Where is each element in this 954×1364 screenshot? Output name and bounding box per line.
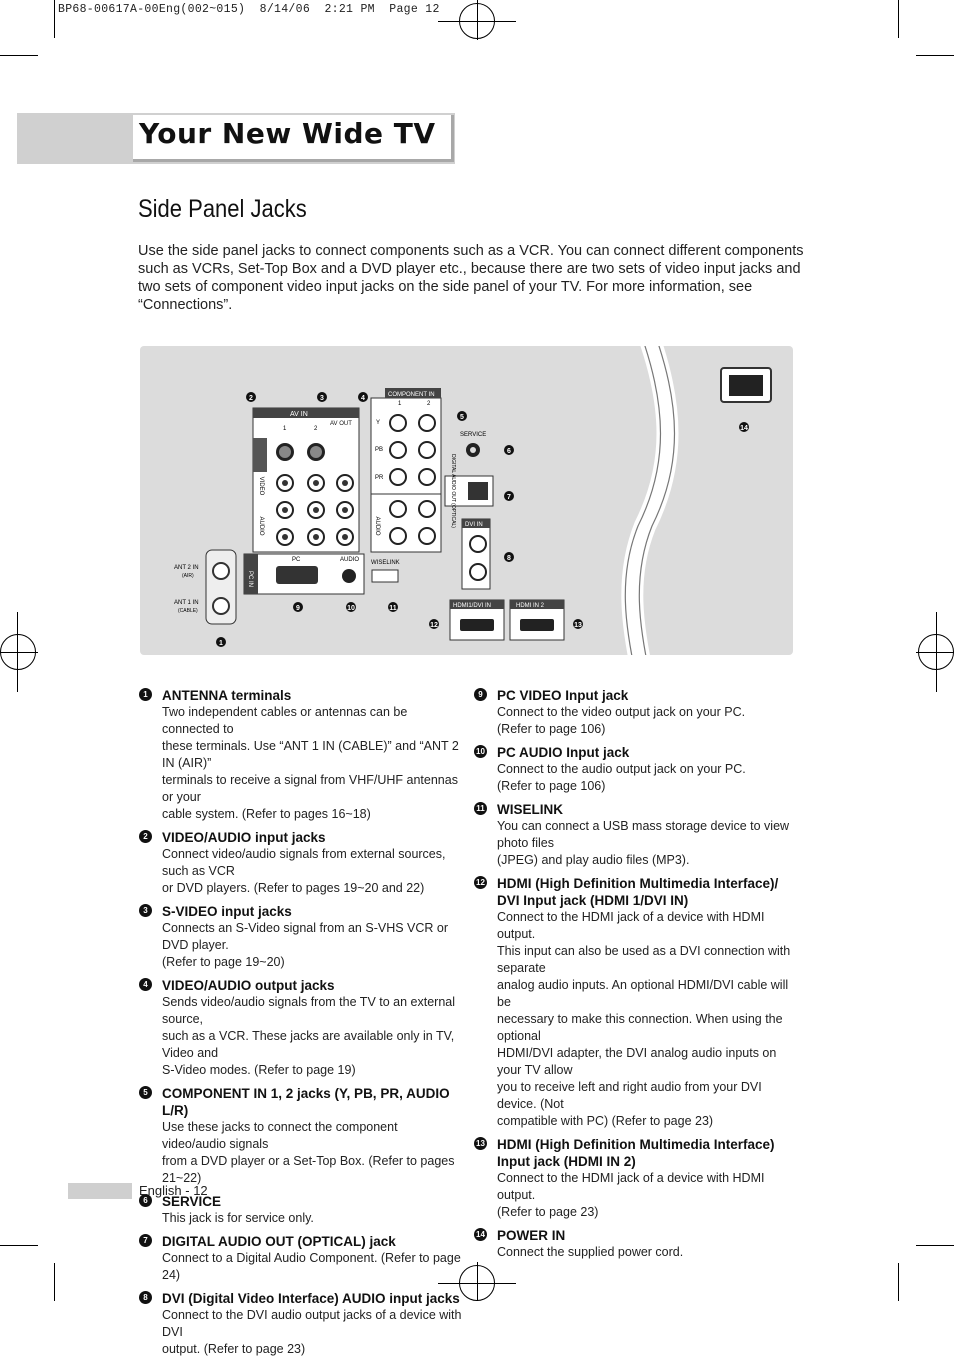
item-description: Use these jacks to connect the component video/audio signals from a DVD player or a Set-Top Box. (Refer to pages 21~22)	[162, 1120, 455, 1185]
list-item	[476, 801, 797, 869]
service-jack	[466, 443, 480, 457]
item-heading: VIDEO/AUDIO output jacks	[162, 978, 335, 993]
item-heading: COMPONENT IN 1, 2 jacks (Y, PB, PR, AUDIO L/R)	[162, 1086, 450, 1118]
item-description: Connect to the HDMI jack of a device with HDMI output. This input can also be used as a DVI connection with separate analog audio inputs. An optional HDMI/DVI cable will be necessary to make this connection. When using the optional HDMI/DVI adapter, the DVI analog audio inputs on your TV allow you to receive left and right audio from your DVI device. (Not compatible with PC) (Refer to page 23)	[497, 910, 791, 1128]
item-heading: POWER IN	[497, 1228, 566, 1243]
pc-label: PC	[292, 557, 301, 563]
item-heading: S-VIDEO input jacks	[162, 904, 292, 919]
svg-text:5: 5	[460, 414, 464, 421]
hdmi2-jack	[520, 619, 554, 631]
left-column	[143, 687, 462, 1364]
crop-mark	[898, 1263, 899, 1301]
svg-text:11: 11	[389, 605, 397, 612]
item-number: 1	[139, 688, 152, 701]
svg-text:12: 12	[430, 622, 438, 629]
av-out-label: AV OUT	[330, 421, 352, 427]
svg-text:2: 2	[249, 395, 253, 402]
hdmi2-label: HDMI IN 2	[516, 603, 545, 609]
item-heading: PC AUDIO Input jack	[497, 745, 630, 760]
item-heading: PC VIDEO Input jack	[497, 688, 629, 703]
item-number: 9	[474, 688, 487, 701]
item-description: You can connect a USB mass storage device to view photo files (JPEG) and play audio files (MP3).	[497, 819, 790, 867]
list-item	[476, 744, 797, 795]
component-in-label: COMPONENT IN	[388, 392, 435, 398]
item-heading: HDMI (High Definition Multimedia Interface)/ DVI Input jack (HDMI 1/DVI IN)	[497, 876, 779, 908]
item-description: Connect video/audio signals from external sources, such as VCR or DVD players. (Refer to pages 19~20 and 22)	[162, 847, 446, 895]
item-description: Connect to the video output jack on your PC. (Refer to page 106)	[497, 705, 746, 736]
comp-pb-label: PB	[375, 447, 384, 453]
item-description: Connects an S-Video signal from an S-VHS VCR or DVD player. (Refer to page 19~20)	[162, 921, 449, 969]
usb-jack	[372, 570, 398, 582]
pc-in-label: PC IN	[247, 571, 253, 588]
item-heading: VIDEO/AUDIO input jacks	[162, 830, 326, 845]
list-item	[143, 1193, 462, 1227]
comp-col-1: 1	[398, 401, 402, 407]
svg-text:9: 9	[296, 605, 300, 612]
item-number: 13	[474, 1137, 487, 1150]
item-number: 7	[139, 1234, 152, 1247]
item-number: 6	[139, 1194, 152, 1207]
registration-line	[477, 1262, 478, 1301]
registration-line	[477, 0, 478, 40]
video-label: VIDEO	[258, 476, 264, 496]
right-column	[476, 687, 797, 1267]
wiselink-label: WISELINK	[371, 560, 400, 566]
item-description: Connect to the HDMI jack of a device with HDMI output. (Refer to page 23)	[497, 1171, 765, 1219]
item-heading: ANTENNA terminals	[162, 688, 292, 703]
svg-text:6: 6	[507, 448, 511, 455]
item-number: 11	[474, 802, 487, 815]
optical-jack	[468, 482, 488, 500]
svg-text:7: 7	[507, 494, 511, 501]
item-number: 14	[474, 1228, 487, 1241]
pc-audio-label: AUDIO	[340, 557, 360, 563]
item-number: 10	[474, 745, 487, 758]
service-label: SERVICE	[460, 432, 487, 438]
list-item	[476, 875, 797, 1130]
item-number: 2	[139, 830, 152, 843]
item-description: Connect to a Digital Audio Component. (Refer to page 24)	[162, 1251, 461, 1282]
svg-text:14: 14	[740, 425, 748, 432]
optical-label: DIGITAL AUDIO OUT (OPTICAL)	[450, 454, 456, 528]
item-heading: WISELINK	[497, 802, 563, 817]
crop-mark	[54, 1263, 55, 1301]
item-description: This jack is for service only.	[162, 1211, 314, 1225]
item-description: Sends video/audio signals from the TV to an external source, such as a VCR. These jacks are available only in TV, Video and S-Video modes. (Refer to page 19)	[162, 995, 455, 1077]
ant2-label: ANT 2 IN	[174, 565, 199, 571]
crop-mark	[916, 55, 954, 56]
comp-col-2: 2	[427, 401, 431, 407]
item-heading: HDMI (High Definition Multimedia Interface) Input jack (HDMI IN 2)	[497, 1137, 775, 1169]
svg-text:4: 4	[361, 395, 365, 402]
list-item	[143, 1233, 462, 1284]
section-title: Side Panel Jacks	[138, 195, 307, 223]
av-col-1: 1	[283, 426, 287, 432]
crop-mark	[916, 1245, 954, 1246]
item-heading: SERVICE	[162, 1194, 222, 1209]
item-description: Connect the supplied power cord.	[497, 1245, 684, 1259]
list-item	[143, 1085, 462, 1187]
comp-audio-label: AUDIO	[374, 516, 380, 536]
item-number: 5	[139, 1086, 152, 1099]
list-item	[143, 1290, 462, 1358]
list-item	[476, 1227, 797, 1261]
av-col-2: 2	[314, 426, 318, 432]
list-item	[143, 687, 462, 823]
print-slug: BP68-00617A-00Eng(002~015) 8/14/06 2:21 PM Page 12	[58, 3, 440, 16]
item-description: Connect to the audio output jack on your PC. (Refer to page 106)	[497, 762, 746, 793]
page-title: Your New Wide TV	[139, 117, 436, 150]
registration-line	[916, 652, 954, 653]
intro-paragraph: Use the side panel jacks to connect components such as a VCR. You can connect different components such as VCRs, Set-Top Box and a DVD player etc., because there are two sets of video input jacks and two sets of component video input jacks on the side panel of your TV. For more information, see “Connections”.	[138, 243, 804, 313]
registration-line	[0, 652, 38, 653]
page-number: English - 12	[139, 1183, 208, 1198]
ant1-sub: (CABLE)	[178, 608, 198, 614]
power-socket	[729, 375, 763, 396]
item-heading: DIGITAL AUDIO OUT (OPTICAL) jack	[162, 1234, 396, 1249]
comp-pr-label: PR	[375, 475, 384, 481]
item-number: 3	[139, 904, 152, 917]
item-number: 12	[474, 876, 487, 889]
list-item	[143, 977, 462, 1079]
comp-y-label: Y	[376, 420, 381, 426]
svideo-jack-2	[307, 443, 325, 461]
crop-mark	[0, 55, 38, 56]
audio-label: AUDIO	[258, 516, 264, 536]
svg-text:1: 1	[219, 640, 223, 647]
item-description: Connect to the DVI audio output jacks of a device with DVI output. (Refer to page 23)	[162, 1308, 462, 1356]
list-item	[143, 829, 462, 897]
svg-text:8: 8	[507, 555, 511, 562]
svg-text:13: 13	[574, 622, 582, 629]
av-in-label: AV IN	[290, 411, 308, 418]
hdmi1-label: HDMI1/DVI IN	[453, 603, 492, 609]
crop-mark	[54, 0, 55, 38]
list-item	[476, 1136, 797, 1221]
svideo-jack-1	[276, 443, 294, 461]
item-heading: DVI (Digital Video Interface) AUDIO input jacks	[162, 1291, 460, 1306]
registration-line	[17, 612, 18, 692]
item-description: Two independent cables or antennas can be connected to these terminals. Use “ANT 1 IN (CABLE)” and “ANT 2 IN (AIR)” terminals to receive a signal from VHF/UHF antennas or your cable system. (Refer to pages 16~18)	[162, 705, 459, 821]
svg-text:10: 10	[347, 605, 355, 612]
vga-jack	[276, 566, 318, 584]
svg-text:3: 3	[320, 395, 324, 402]
hdmi1-jack	[460, 619, 494, 631]
list-item	[478, 687, 797, 738]
side-panel-diagram	[140, 346, 793, 655]
list-item	[143, 903, 462, 971]
crop-mark	[898, 0, 899, 38]
side-panel-drawing	[140, 346, 793, 655]
registration-line	[936, 612, 937, 692]
ant2-sub: (AIR)	[182, 573, 194, 579]
ant1-label: ANT 1 IN	[174, 600, 199, 606]
crop-mark	[0, 1245, 38, 1246]
footer-bar	[68, 1183, 132, 1199]
dvi-in-label: DVI IN	[465, 522, 483, 528]
item-number: 8	[139, 1291, 152, 1304]
item-number: 4	[139, 978, 152, 991]
